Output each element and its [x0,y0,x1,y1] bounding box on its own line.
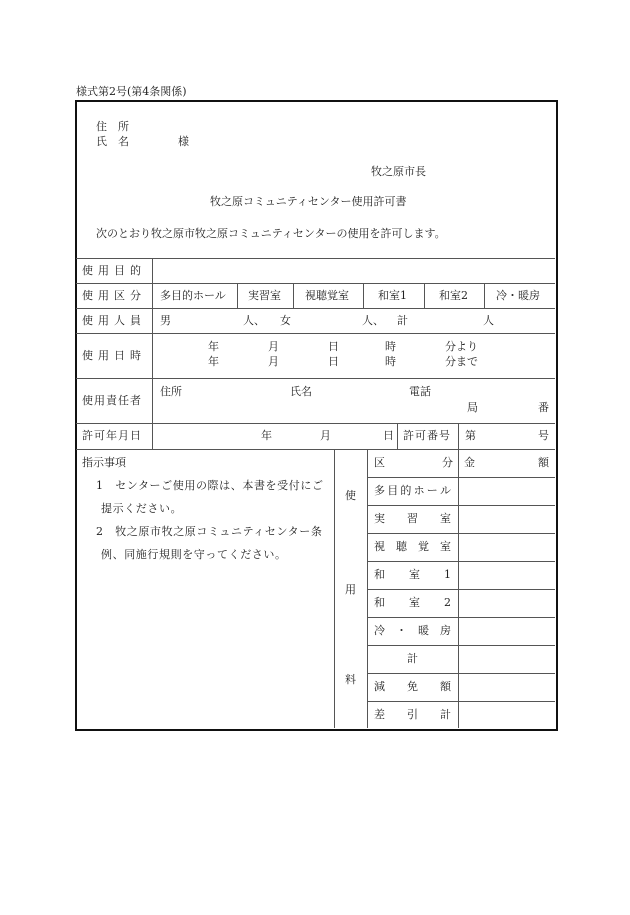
fee-row-char: 実 [374,512,385,525]
document-title: 牧之原コミュニティセンター使用許可書 [210,195,407,208]
fee-row-char: 室 [409,568,420,581]
divider [76,423,555,424]
fee-row-char: 多 [374,484,385,497]
fee-row-char: 室 [440,540,451,553]
unit-label: 人、 [362,314,384,327]
to-month: 月 [268,355,279,368]
from-month: 月 [268,340,279,353]
fee-amount-field[interactable] [460,674,554,700]
category-option[interactable]: 実習室 [248,289,281,302]
fee-row-label [374,625,451,636]
from-year: 年 [208,340,219,353]
fee-row-label [374,653,451,664]
permit-month: 月 [320,429,331,442]
fee-row-char: 引 [407,708,418,721]
to-hour: 時 [385,355,396,368]
purpose-field[interactable] [154,259,554,282]
to-day: 日 [328,355,339,368]
male-label: 男 [160,314,171,327]
fee-amount-field[interactable] [460,534,554,560]
permit-no-suffix: 号 [538,429,549,442]
fee-row-char: 室 [409,596,420,609]
fee-amount-field[interactable] [460,562,554,588]
total-label: 計 [397,314,408,327]
fee-row-char: 的 [400,484,412,497]
fee-row-char: 冷 [374,624,385,637]
divider [76,308,555,309]
fee-amount-field[interactable] [460,646,554,672]
fee-vertical-label: 料 [345,673,356,686]
instructions-title: 指示事項 [82,456,126,469]
fee-row-char: 免 [407,680,418,693]
name-label: 氏 名 [96,135,129,148]
fee-row-char: ・ [396,624,407,637]
category-option[interactable]: 冷・暖房 [496,289,540,302]
fee-row-char: 差 [374,708,385,721]
fee-row-char: 視 [374,540,385,553]
fee-header-category: 区 [374,456,385,469]
fee-row-char: 減 [374,680,385,693]
from-day: 日 [328,340,339,353]
issuer: 牧之原市長 [371,165,426,178]
unit-label: 人、 [243,314,265,327]
fee-amount-field[interactable] [460,702,554,728]
fee-vertical-label: 使 [345,489,356,502]
fee-row-char: 和 [374,596,385,609]
permit-day: 日 [383,429,394,442]
fee-vertical-label: 用 [345,583,356,596]
phone-number-label: 番 [538,401,549,414]
fee-row-char: 習 [407,512,418,525]
to-minute: 分まで [445,355,478,368]
category-option[interactable]: 和室1 [378,289,407,302]
permit-year: 年 [261,429,272,442]
fee-row-char: 和 [374,568,385,581]
fee-row-label [374,513,451,524]
instruction-item: 提示ください。 [101,502,183,515]
divider [76,378,555,379]
fee-row-label [374,681,451,692]
phone-exchange-label: 局 [467,401,478,414]
divider [76,333,555,334]
fee-amount-field[interactable] [460,618,554,644]
fee-header-category: 分 [442,456,453,469]
unit-label: 人 [483,314,494,327]
fee-row-char: 1 [444,568,451,581]
fee-row-label [374,569,451,580]
female-label: 女 [280,314,291,327]
instruction-item: 例、同施行規則を守ってください。 [101,548,287,561]
permit-no-prefix: 第 [465,429,476,442]
from-minute: 分より [445,340,478,353]
from-hour: 時 [385,340,396,353]
form-number: 様式第2号(第4条関係) [76,85,187,98]
datetime-label: 使用日時 [82,349,146,362]
fee-row-char: 計 [440,708,451,721]
category-option[interactable]: 和室2 [439,289,468,302]
instruction-item: 2 牧之原市牧之原コミュニティセンター条 [96,525,323,538]
responsible-address-label: 住所 [160,385,182,398]
address-label: 住 所 [96,120,129,133]
fee-amount-field[interactable] [460,590,554,616]
fee-row-char: 聴 [396,540,407,553]
responsible-label: 使用責任者 [82,394,142,407]
fee-header-amount: 金 [464,456,475,469]
fee-row-char: 暖 [418,624,429,637]
fee-row-char: 覚 [418,540,429,553]
category-label: 使用区分 [82,289,146,302]
fee-row-char: 目 [387,484,399,497]
fee-amount-field[interactable] [460,478,554,504]
permit-no-label: 許可番号 [403,429,451,442]
honorific: 様 [178,135,189,148]
fee-row-char: 額 [440,680,451,693]
category-option[interactable]: 多目的ホール [160,289,226,302]
fee-row-label [374,709,451,720]
responsible-phone-label: 電話 [409,385,431,398]
fee-row-char: 房 [440,624,451,637]
responsible-name-label: 氏名 [290,385,312,398]
fee-row-label [374,541,451,552]
fee-amount-field[interactable] [460,506,554,532]
category-option[interactable]: 視聴覚室 [305,289,349,302]
divider [76,449,555,450]
fee-row-char: ホ [413,484,425,497]
fee-row-label [374,485,451,496]
fee-row-label [374,597,451,608]
permit-date-label: 許可年月日 [82,429,142,442]
people-label: 使用人員 [82,314,146,327]
fee-row-char: 計 [407,652,418,665]
fee-row-char: 2 [444,596,451,609]
fee-header-amount: 額 [538,456,549,469]
purpose-label: 使用目的 [82,264,146,277]
statement: 次のとおり牧之原市牧之原コミュニティセンターの使用を許可します。 [96,227,446,240]
fee-row-char: ル [439,484,451,497]
divider [152,258,153,449]
fee-row-char: 室 [440,512,451,525]
instruction-item: 1 センターご使用の際は、本書を受付にご [96,479,324,492]
to-year: 年 [208,355,219,368]
fee-row-char: ー [426,484,438,497]
